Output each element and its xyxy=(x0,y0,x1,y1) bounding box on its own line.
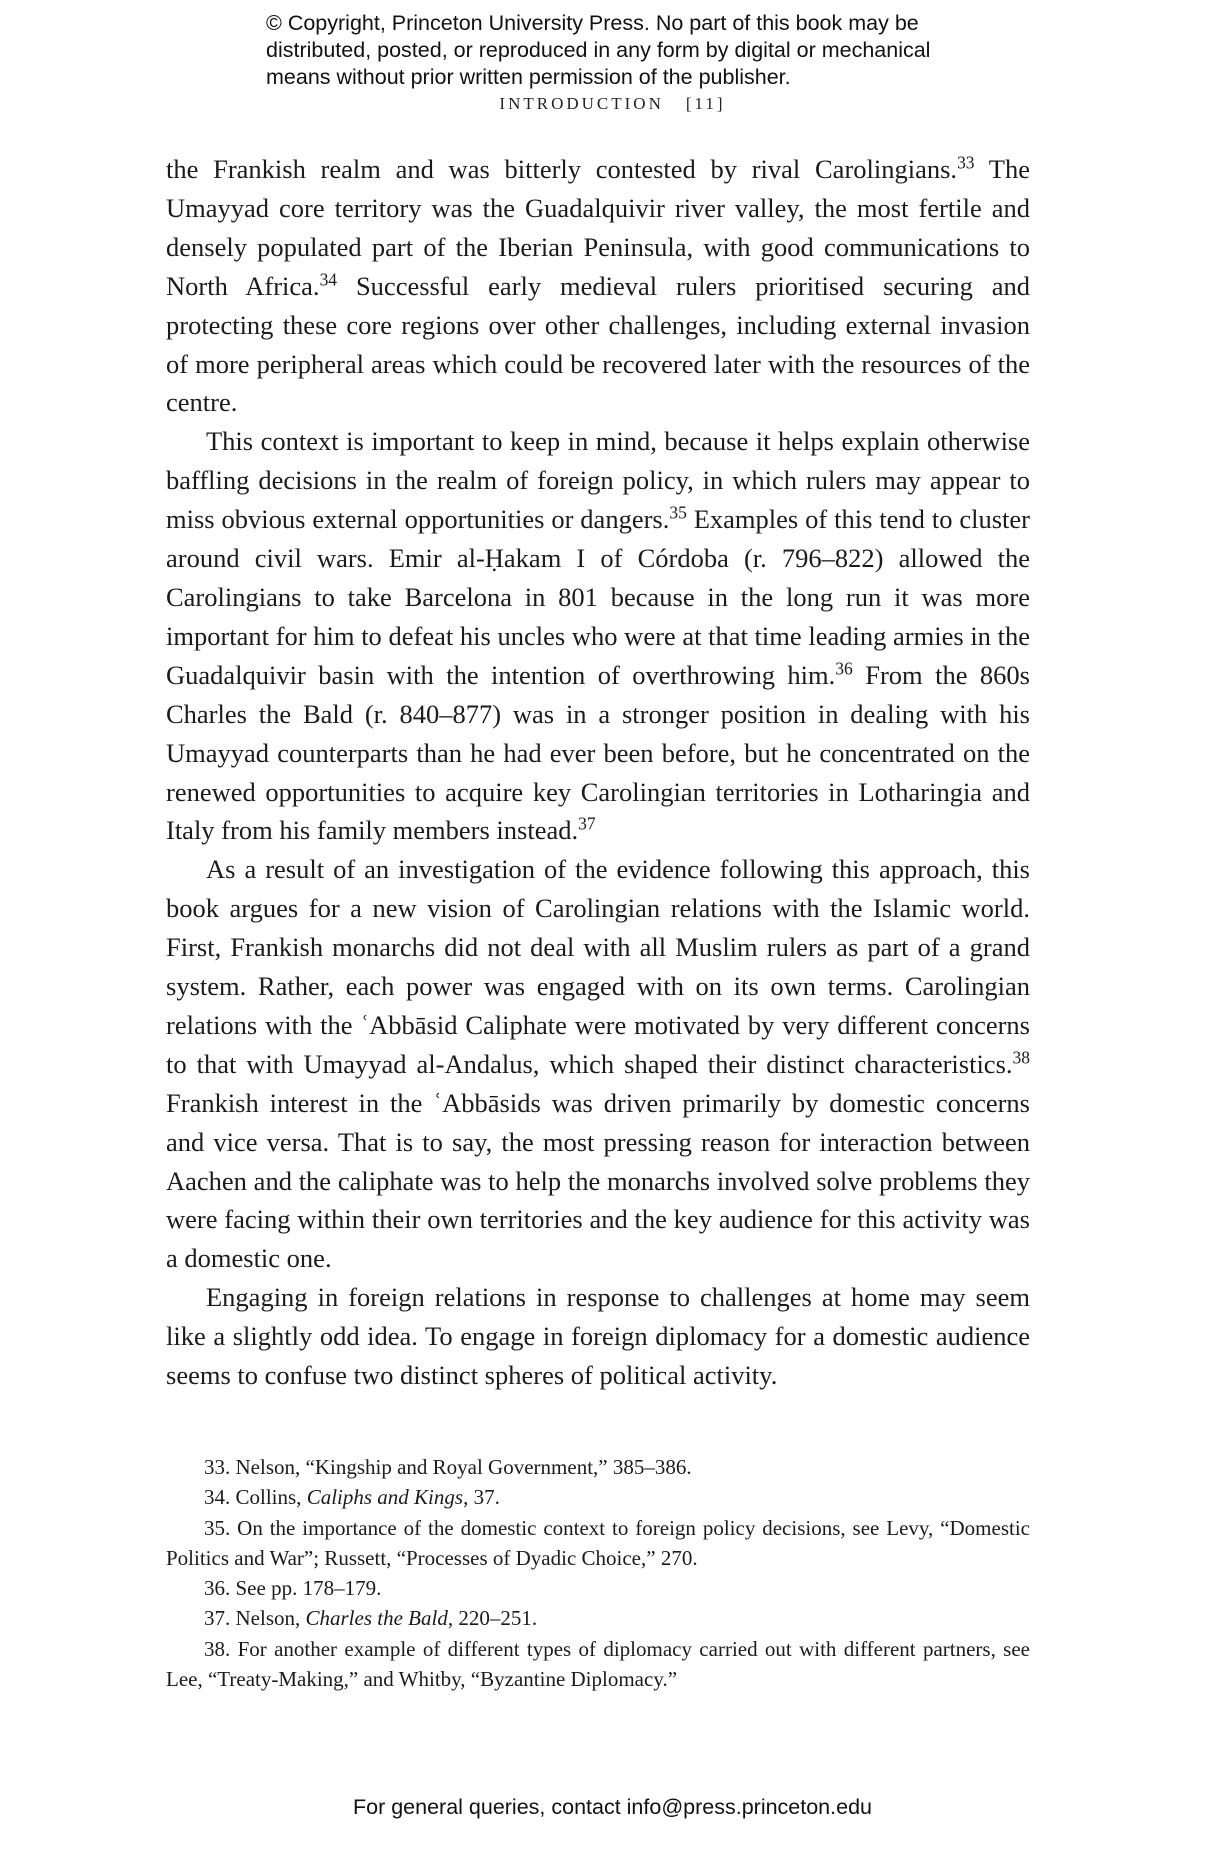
footnote-number: 34. xyxy=(204,1485,231,1510)
footer-contact: For general queries, contact info@press.princeton.edu xyxy=(352,1795,872,1819)
footnote-38 xyxy=(166,1634,1030,1695)
paragraph-2 xyxy=(166,422,1030,850)
copyright-notice xyxy=(266,10,1026,91)
footnote-book-title: Caliphs and Kings xyxy=(306,1485,464,1510)
running-head xyxy=(0,94,1225,114)
paragraph-text: Frankish interest in the ʿAbbāsids was driven primarily by domestic concerns and vice versa. That is to say, the most pressing reason for interaction between Aachen and the caliphate was to help the monarchs involved solve problems they were facing within their own territories and the key audience for this activity was a domestic one. xyxy=(166,1087,1030,1274)
footnote-ref-37[interactable]: 37 xyxy=(578,813,596,834)
main-text xyxy=(166,150,1030,1395)
footnote-34 xyxy=(166,1482,1030,1512)
footnote-number: 35. xyxy=(204,1515,231,1540)
footnote-ref-38[interactable]: 38 xyxy=(1012,1047,1030,1068)
footnote-ref-33[interactable]: 33 xyxy=(957,152,975,173)
footnote-number: 33. xyxy=(204,1455,231,1479)
paragraph-text: From the 860s Charles the Bald (r. 840–877) was in a stronger position in dealing with his Umayyad counterparts than he had ever been before, but he concentrated on the renewed opportunities to acquire key Carolingian territories in Lotharingia and Italy from his family members instead. xyxy=(166,659,1030,846)
paragraph-4 xyxy=(166,1278,1030,1395)
footnote-text: On the importance of the domestic context to foreign policy decisions, see Levy, “Domestic Politics and War”; Russett, “Processes of Dyadic Choice,” 270. xyxy=(166,1515,1030,1570)
footnote-text: See pp. 178–179. xyxy=(235,1576,382,1601)
paragraph-text: This context is important to keep in mind, because it helps explain otherwise baffling decisions in the realm of foreign policy, in which rulers may appear to miss obvious external opportunities or dangers. xyxy=(166,426,1030,535)
copyright-line-3: means without prior written permission of the publisher. xyxy=(266,65,791,89)
paragraph-3 xyxy=(166,850,1030,1278)
paragraph-text: Successful early medieval rulers prioritised securing and protecting these core regions over other challenges, including external invasion of more peripheral areas which could be recovered later with the resources of the centre. xyxy=(166,270,1030,418)
footnote-book-title: Charles the Bald xyxy=(305,1606,448,1631)
footnote-35 xyxy=(166,1513,1030,1574)
footnote-36 xyxy=(166,1573,1030,1603)
copyright-line-2: distributed, posted, or reproduced in any form by digital or mechanical xyxy=(266,38,931,62)
footnote-37 xyxy=(166,1603,1030,1633)
footnote-text: , 37. xyxy=(463,1485,500,1510)
footnote-number: 37. xyxy=(204,1606,231,1631)
footnotes xyxy=(166,1452,1030,1694)
footnote-text: Nelson, “Kingship and Royal Government,” 385–386. xyxy=(235,1455,692,1479)
paragraph-text: Examples of this tend to cluster around civil wars. Emir al-Ḥakam I of Córdoba (r. 796–822) allowed the Carolingians to take Barcelona in 801 because in the long run it was more important for him to defeat his uncles who were at that time leading armies in the Guadalquivir basin with the intention of overthrowing him. xyxy=(166,504,1030,690)
paragraph-text: Engaging in foreign relations in response to challenges at home may seem like a slightly odd idea. To engage in foreign diplomacy for a domestic audience seems to confuse two distinct spheres of political activity. xyxy=(166,1282,1030,1391)
paragraph-text: The Umayyad core territory was the Guadalquivir river valley, the most fertile and densely populated part of the Iberian Peninsula, with good communications to North Africa. xyxy=(166,154,1030,301)
paragraph-text: As a result of an investigation of the evidence following this approach, this book argues for a new vision of Carolingian relations with the Islamic world. First, Frankish monarchs did not deal with all Muslim rulers as part of a grand system. Rather, each power was engaged with on its own terms. Carolingian relations with the ʿAbbāsid Caliphate were motivated by very different concerns to that with Umayyad al-Andalus, which shaped their distinct characteristics. xyxy=(166,854,1030,1079)
footnote-number: 36. xyxy=(204,1576,231,1601)
footnote-ref-34[interactable]: 34 xyxy=(319,269,338,290)
running-head-page-number: [11] xyxy=(685,94,726,113)
footnote-text: For another example of different types of diplomacy carried out with different partners, see Lee, “Treaty-Making,” and Whitby, “Byzantine Diplomacy.” xyxy=(166,1636,1030,1692)
footnote-text: , 220–251. xyxy=(447,1606,538,1631)
paragraph-text: the Frankish realm and was bitterly contested by rival Carolingians. xyxy=(166,154,958,184)
running-head-section: INTRODUCTION xyxy=(499,94,664,113)
footnote-33 xyxy=(166,1452,1030,1482)
copyright-line-1: © Copyright, Princeton University Press. No part of this book may be xyxy=(266,11,919,35)
footnote-ref-35[interactable]: 35 xyxy=(669,502,687,523)
paragraph-1 xyxy=(166,150,1030,422)
footnote-text: Collins, xyxy=(235,1485,307,1510)
footnote-text: Nelson, xyxy=(235,1606,306,1631)
footnote-ref-36[interactable]: 36 xyxy=(835,658,853,679)
footnote-number: 38. xyxy=(204,1636,231,1661)
